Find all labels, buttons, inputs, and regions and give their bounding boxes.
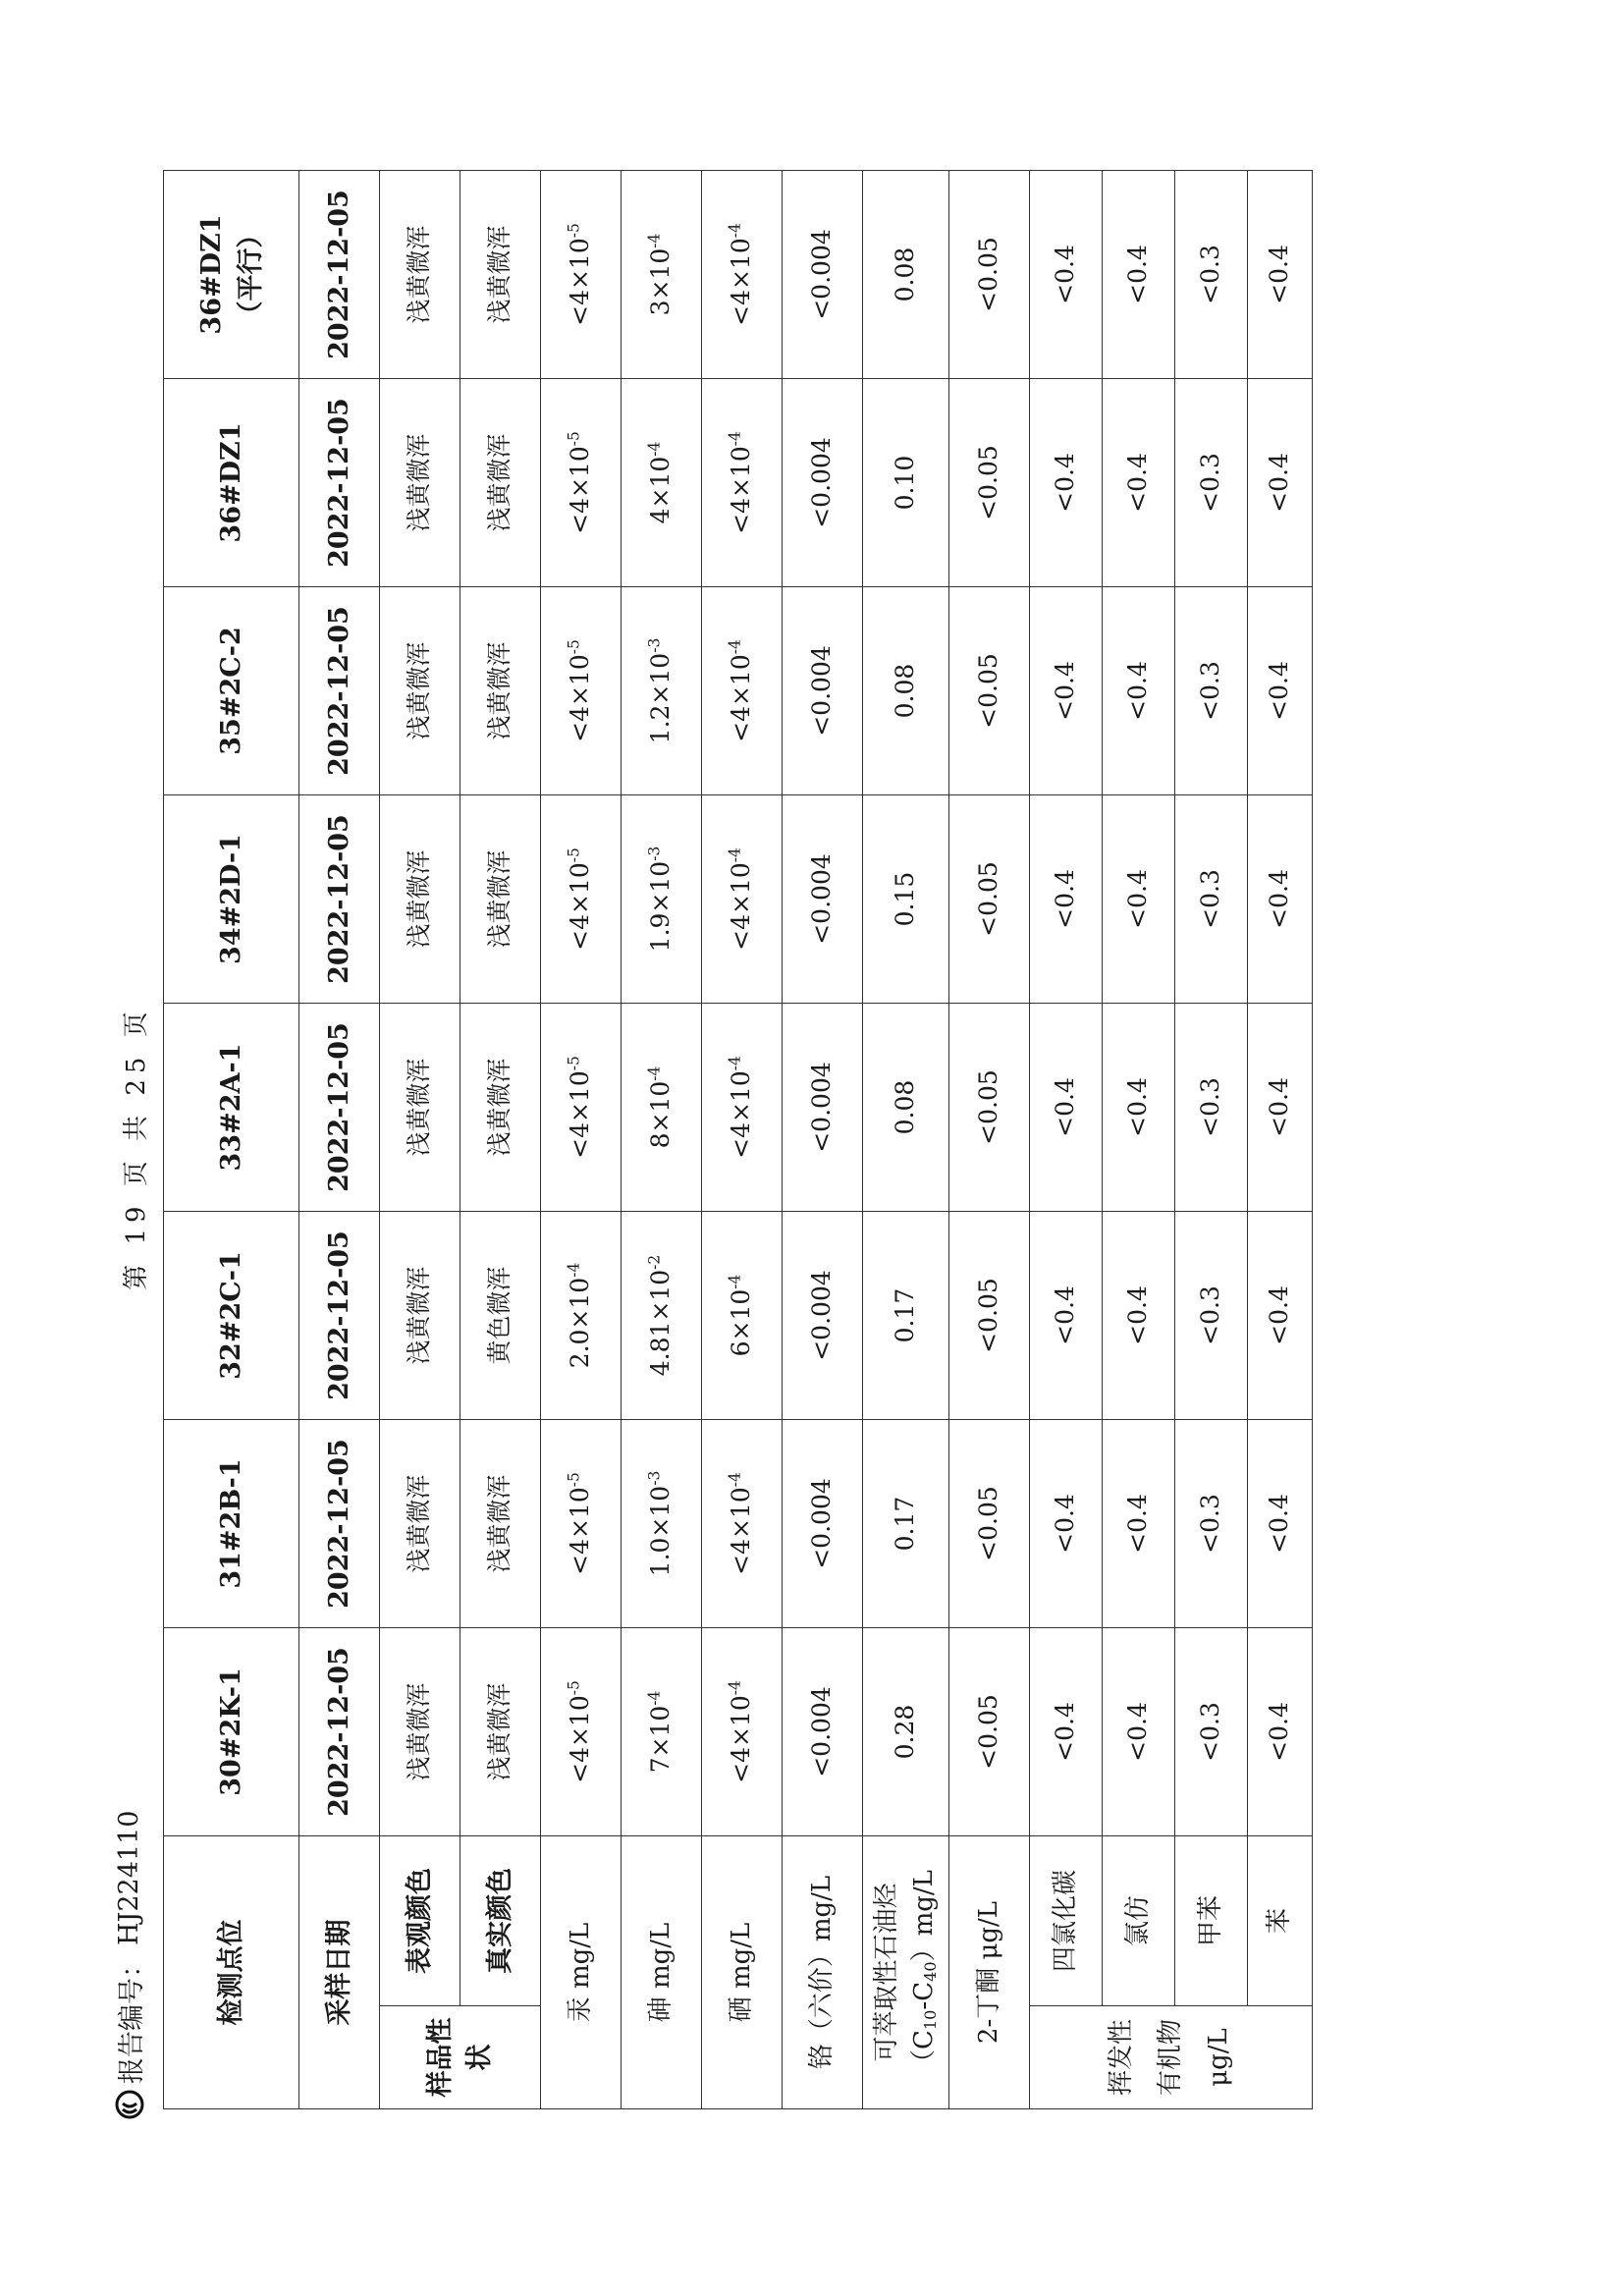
arsenic-mantissa: 1.9×10 [646,860,676,953]
selenium-mantissa: <4×10 [727,238,756,326]
chloroform-value: <0.4 [1103,171,1175,379]
report-number-value: HJ224110 [114,1810,144,1945]
arsenic-exponent: -3 [646,1470,665,1486]
chromium6-label: 铬（六价）mg/L [783,1836,863,2109]
mercury-mantissa: <4×10 [566,1487,595,1575]
butanone-value: <0.05 [949,171,1030,379]
table-row [1248,171,1313,2109]
ccl4-value: <0.4 [1030,171,1103,379]
table-row [1030,171,1103,2109]
chromium6-value: <0.004 [783,1628,863,1836]
table-row [164,171,299,2109]
petroleum-label [863,1836,949,2109]
mercury-mantissa: <4×10 [566,862,595,951]
arsenic-value [622,379,702,587]
butanone-value: <0.05 [949,1420,1030,1628]
chromium6-value: <0.004 [783,795,863,1004]
appearance-value: 浅黄微浑 [380,587,460,795]
date-value: 2022-12-05 [299,1212,380,1420]
true-color-label: 真实颜色 [460,1836,541,2006]
selenium-mantissa: <4×10 [727,862,756,951]
arsenic-mantissa: 1.0×10 [646,1485,676,1577]
date-value: 2022-12-05 [299,1628,380,1836]
location-cell [164,1212,299,1420]
mercury-exponent: -5 [566,1056,584,1071]
arsenic-mantissa: 4×10 [646,456,676,524]
report-number-label: 报告编号： [117,1951,147,2084]
mercury-mantissa: <4×10 [566,446,595,534]
location-name: 34#2D-1 [215,834,246,964]
ccl4-value: <0.4 [1030,1212,1103,1420]
butanone-value: <0.05 [949,1212,1030,1420]
table-row [460,171,541,2109]
location-note: （平行） [235,221,266,328]
selenium-value [702,1628,783,1836]
results-table [163,170,1313,2109]
chloroform-value: <0.4 [1103,1628,1175,1836]
arsenic-value [622,587,702,795]
chloroform-value: <0.4 [1103,379,1175,587]
arsenic-mantissa: 4.81×10 [646,1269,676,1377]
arsenic-mantissa: 8×10 [646,1080,676,1149]
voc-group-label: 挥发性有机物μg/L [1030,2006,1313,2109]
table-row [299,171,380,2109]
mercury-exponent: -5 [566,1472,584,1488]
date-value: 2022-12-05 [299,1420,380,1628]
petroleum-value: 0.10 [863,379,949,587]
location-cell [164,587,299,795]
selenium-exponent: -4 [727,1056,745,1071]
mercury-label: 汞 mg/L [541,1836,622,2109]
arsenic-value [622,171,702,379]
appearance-value: 浅黄微浑 [380,171,460,379]
true_color-value: 浅黄微浑 [460,1004,541,1212]
selenium-exponent: -4 [727,1680,745,1696]
butanone-value: <0.05 [949,795,1030,1004]
benzene-value: <0.4 [1248,1420,1313,1628]
arsenic-exponent: -4 [646,441,665,457]
carbon-end-subscript: 40 [920,1961,940,1982]
true_color-value: 浅黄微浑 [460,587,541,795]
mercury-value [541,1420,622,1628]
location-name: 36#DZ1 [196,214,228,335]
selenium-value [702,587,783,795]
petroleum-label-suffix: ）mg/L [908,1870,939,1962]
chloroform-value: <0.4 [1103,587,1175,795]
true_color-value: 浅黄微浑 [460,795,541,1004]
table-row [949,171,1030,2109]
benzene-value: <0.4 [1248,1212,1313,1420]
location-cell [164,1420,299,1628]
selenium-mantissa: <4×10 [727,1695,756,1783]
true_color-value: 浅黄微浑 [460,171,541,379]
mercury-exponent: -5 [566,223,584,239]
benzene-value: <0.4 [1248,795,1313,1004]
butanone-value: <0.05 [949,1004,1030,1212]
date-value: 2022-12-05 [299,171,380,379]
toluene-value: <0.3 [1175,1420,1248,1628]
benzene-value: <0.4 [1248,587,1313,795]
chromium6-value: <0.004 [783,1004,863,1212]
location-cell [164,171,299,379]
table-row [1175,171,1248,2109]
true_color-value: 浅黄微浑 [460,379,541,587]
toluene-value: <0.3 [1175,795,1248,1004]
arsenic-value [622,795,702,1004]
ccl4-value: <0.4 [1030,795,1103,1004]
selenium-exponent: -4 [727,431,745,447]
location-name: 35#2C-2 [215,627,246,755]
true_color-value: 黄色微浑 [460,1212,541,1420]
arsenic-value [622,1420,702,1628]
mercury-exponent: -4 [566,1262,584,1278]
appearance-value: 浅黄微浑 [380,1212,460,1420]
date-value: 2022-12-05 [299,587,380,795]
sample-traits-header: 样品性状 [380,2006,541,2109]
petroleum-value: 0.08 [863,587,949,795]
date-header: 采样日期 [299,1836,380,2109]
toluene-label: 甲苯 [1175,1836,1248,2006]
location-name: 30#2K-1 [215,1667,246,1796]
petroleum-value: 0.15 [863,795,949,1004]
petroleum-value: 0.08 [863,171,949,379]
table-row [1103,171,1175,2109]
selenium-value [702,795,783,1004]
chromium6-value: <0.004 [783,1420,863,1628]
mercury-mantissa: <4×10 [566,238,595,326]
arsenic-mantissa: 3×10 [646,247,676,316]
location-name: 31#2B-1 [215,1458,246,1589]
selenium-exponent: -4 [727,223,745,239]
selenium-value [702,1420,783,1628]
selenium-exponent: -4 [727,847,745,863]
arsenic-label: 砷 mg/L [622,1836,702,2109]
mercury-exponent: -5 [566,1680,584,1696]
ccl4-value: <0.4 [1030,587,1103,795]
selenium-mantissa: <4×10 [727,446,756,534]
chromium6-value: <0.004 [783,171,863,379]
table-row [702,171,783,2109]
chloroform-value: <0.4 [1103,1212,1175,1420]
toluene-value: <0.3 [1175,171,1248,379]
arsenic-exponent: -2 [646,1254,665,1270]
mercury-value [541,587,622,795]
selenium-exponent: -4 [727,1472,745,1488]
benzene-value: <0.4 [1248,171,1313,379]
selenium-value [702,1004,783,1212]
petroleum-label-line1: 可萃取性石油烃 [871,1883,901,2062]
appearance-value: 浅黄微浑 [380,795,460,1004]
benzene-value: <0.4 [1248,379,1313,587]
petroleum-value: 0.17 [863,1212,949,1420]
table-row [863,171,949,2109]
date-value: 2022-12-05 [299,1004,380,1212]
appearance-value: 浅黄微浑 [380,1628,460,1836]
mercury-mantissa: <4×10 [566,1070,595,1159]
mercury-value [541,379,622,587]
location-header: 检测点位 [164,1836,299,2109]
arsenic-value [622,1628,702,1836]
ccl4-value: <0.4 [1030,1628,1103,1836]
location-cell [164,795,299,1004]
appearance-value: 浅黄微浑 [380,1004,460,1212]
petroleum-value: 0.28 [863,1628,949,1836]
selenium-mantissa: 6×10 [727,1288,756,1357]
selenium-value [702,379,783,587]
toluene-value: <0.3 [1175,587,1248,795]
chloroform-value: <0.4 [1103,1004,1175,1212]
arsenic-exponent: -4 [646,233,665,248]
table-row [622,171,702,2109]
appearance-color-label: 表观颜色 [380,1836,460,2006]
true_color-value: 浅黄微浑 [460,1420,541,1628]
petroleum-label-mid: -C [908,1981,939,2010]
benzene-value: <0.4 [1248,1628,1313,1836]
ccl4-value: <0.4 [1030,1004,1103,1212]
mercury-value [541,795,622,1004]
chromium6-value: <0.004 [783,587,863,795]
page-number: 第 19 页 共 25 页 [122,1006,151,1290]
ccl4-value: <0.4 [1030,379,1103,587]
chloroform-value: <0.4 [1103,795,1175,1004]
location-cell [164,1004,299,1212]
ccl4-value: <0.4 [1030,1420,1103,1628]
chromium6-value: <0.004 [783,1212,863,1420]
location-name: 32#2C-1 [215,1251,246,1380]
appearance-value: 浅黄微浑 [380,1420,460,1628]
benzene-value: <0.4 [1248,1004,1313,1212]
appearance-value: 浅黄微浑 [380,379,460,587]
date-value: 2022-12-05 [299,795,380,1004]
table-row [380,171,460,2109]
carbon-start-subscript: 10 [920,2009,940,2031]
selenium-mantissa: <4×10 [727,1487,756,1575]
selenium-exponent: -4 [727,1274,745,1289]
mercury-value [541,1212,622,1420]
location-name: 33#2A-1 [215,1043,246,1172]
table-row [541,171,622,2109]
petroleum-value: 0.08 [863,1004,949,1212]
selenium-exponent: -4 [727,639,745,655]
table-row [783,171,863,2109]
mercury-value [541,1004,622,1212]
butanone-value: <0.05 [949,1628,1030,1836]
selenium-mantissa: <4×10 [727,1070,756,1159]
selenium-value [702,1212,783,1420]
mercury-value [541,171,622,379]
selenium-label: 硒 mg/L [702,1836,783,2109]
toluene-value: <0.3 [1175,1628,1248,1836]
date-value: 2022-12-05 [299,379,380,587]
selenium-value [702,171,783,379]
butanone-value: <0.05 [949,379,1030,587]
arsenic-mantissa: 1.2×10 [646,652,676,744]
chromium6-value: <0.004 [783,379,863,587]
butanone-value: <0.05 [949,587,1030,795]
mercury-mantissa: 2.0×10 [566,1277,595,1369]
mercury-value [541,1628,622,1836]
toluene-value: <0.3 [1175,1004,1248,1212]
mercury-mantissa: <4×10 [566,1695,595,1783]
arsenic-exponent: -4 [646,1066,665,1081]
arsenic-value [622,1004,702,1212]
location-name: 36#DZ1 [215,422,246,543]
benzene-label: 苯 [1248,1836,1313,2006]
arsenic-mantissa: 7×10 [646,1705,676,1774]
arsenic-value [622,1212,702,1420]
toluene-value: <0.3 [1175,379,1248,587]
chloroform-value: <0.4 [1103,1420,1175,1628]
arsenic-exponent: -4 [646,1690,665,1706]
mercury-exponent: -5 [566,431,584,447]
toluene-value: <0.3 [1175,1212,1248,1420]
mercury-exponent: -5 [566,639,584,655]
location-cell [164,1628,299,1836]
petroleum-label-prefix: （C [908,2030,939,2075]
ccl4-label: 四氯化碳 [1030,1836,1103,2006]
selenium-mantissa: <4×10 [727,654,756,742]
butanone-label: 2-丁酮 μg/L [949,1836,1030,2109]
true_color-value: 浅黄微浑 [460,1628,541,1836]
arsenic-exponent: -3 [646,637,665,653]
arsenic-exponent: -3 [646,846,665,861]
chloroform-label: 氯仿 [1103,1836,1175,2006]
mercury-exponent: -5 [566,847,584,863]
location-cell [164,379,299,587]
petroleum-value: 0.17 [863,1420,949,1628]
mercury-mantissa: <4×10 [566,654,595,742]
